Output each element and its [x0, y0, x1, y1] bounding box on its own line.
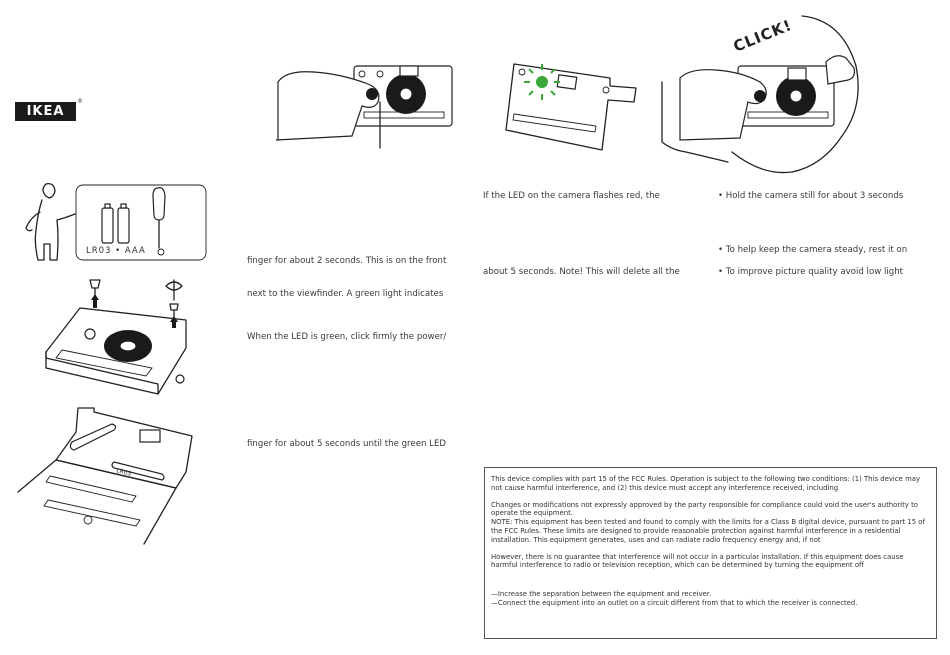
board-exploded-illustration: [40, 272, 200, 402]
step-text-hold-2s: finger for about 2 seconds. This is on the front: [247, 256, 447, 266]
registered-mark: ®: [77, 98, 83, 105]
board-hole: [85, 329, 95, 339]
screwdriver-icon: [153, 188, 165, 220]
click-label: CLICK!: [730, 15, 795, 56]
person-camera-click-illustration: [662, 12, 867, 174]
led-green-icon: [536, 76, 548, 88]
tip-hold-still: • Hold the camera still for about 3 seconds: [718, 191, 904, 201]
camera-viewfinder-3: [788, 68, 806, 80]
screw-icon-right: [170, 304, 178, 318]
fcc-paragraph-4: However, there is no guarantee that interference will not occur in a particular installation. If this equipment does cause harmful interference to radio or television reception, which can be determined by turning the equipment off: [491, 552, 904, 570]
person-head: [43, 184, 55, 198]
person-body: [35, 200, 75, 260]
hand-icon: [276, 72, 379, 140]
lens-center: [120, 341, 136, 351]
power-button: [366, 88, 378, 100]
hand-camera-illustration-1: [276, 62, 456, 150]
battery-contact: [140, 430, 160, 442]
camera-lens-center-3: [790, 90, 802, 102]
power-button-3: [754, 90, 766, 102]
fcc-paragraph-3: NOTE: This equipment has been tested and found to comply with the limits for a Class B digital device, pursuant to part 15 of the FCC Rules. These limits are designed to provide reasonable protection against harmful interference in a residential installation. This equipment generates, uses and can radiate radio frequency energy and, if not: [491, 518, 925, 544]
text-delete-note: about 5 seconds. Note! This will delete all the: [483, 267, 680, 277]
board-nut: [176, 375, 184, 383]
battery-tip-2: [121, 204, 126, 208]
battery-tip-1: [105, 204, 110, 208]
board-screw-2: [603, 87, 609, 93]
camera-lens-center: [400, 88, 412, 100]
fcc-paragraph-1: This device complies with part 15 of the FCC Rules. Operation is subject to the following two conditions: (1) This device may not cause harmful interference, and (2) this device must accept any interference received, including: [491, 475, 921, 492]
base-hole: [84, 516, 92, 524]
step-text-viewfinder: next to the viewfinder. A green light indicates: [247, 289, 444, 299]
battery-cell-1: [70, 424, 115, 450]
fcc-compliance-box: [484, 467, 937, 639]
fingers-icon: [826, 56, 854, 84]
text-led-red: If the LED on the camera flashes red, the: [483, 191, 660, 201]
board-viewfinder: [557, 75, 576, 89]
arrow-up-icon-left: [91, 294, 99, 308]
step-text-led-green: When the LED is green, click firmly the power/: [247, 332, 447, 342]
tip-low-light: • To improve picture quality avoid low light: [718, 267, 904, 277]
ikea-logo: IKEA: [15, 102, 76, 121]
tip-steady: • To help keep the camera steady, rest it on: [718, 245, 908, 255]
step-text-hold-5s: finger for about 5 seconds until the green LED: [247, 439, 446, 449]
screw-icon: [158, 249, 164, 255]
battery-icon-1: [102, 208, 113, 243]
board-led-illustration: [502, 60, 642, 155]
board-screw-1: [519, 69, 525, 75]
battery-insert-illustration: [16, 402, 196, 547]
board-strip: [513, 114, 596, 132]
fcc-item-2: —Connect the equipment into an outlet on a circuit different from that to which the receiver is connected.: [491, 598, 858, 607]
battery-icon-2: [118, 208, 129, 243]
camera-viewfinder: [400, 66, 418, 76]
tools-illustration: [18, 182, 210, 264]
battery-cell-label: LR03: [115, 467, 132, 478]
fcc-item-1: —Increase the separation between the equipment and receiver.: [491, 590, 712, 599]
battery-label: LR03 • AAA: [86, 246, 146, 256]
fcc-paragraph-2: Changes or modifications not expressly approved by the party responsible for compliance could void the user's authority to operate the equipment.: [491, 500, 918, 518]
